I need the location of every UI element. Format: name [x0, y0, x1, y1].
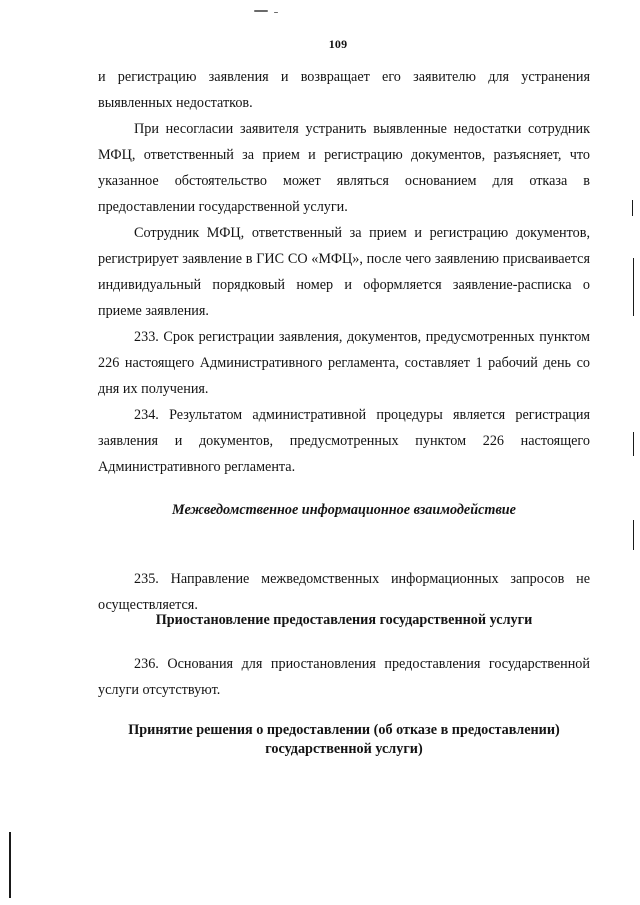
scan-smudge-top: [254, 10, 268, 12]
page-number: 109: [328, 37, 348, 51]
scan-edge-mark-4: [633, 520, 634, 550]
paragraph-234: 234. Результатом административной процедуры является регистрация заявления и документов, предусмотренных пунктом 226 настоящего Административного регламента.: [98, 407, 590, 475]
scan-edge-mark-1: [632, 200, 633, 216]
section-heading-decision: [98, 721, 590, 759]
section-heading-decision-line1: Принятие решения о предоставлении (об отказе в предоставлении): [128, 722, 560, 738]
section-heading-decision-line2: государственной услуги): [265, 741, 423, 757]
paragraph-registration: Сотрудник МФЦ, ответственный за прием и регистрацию документов, регистрирует заявление в ГИС СО «МФЦ», после чего заявлению присваивается индивидуальный порядковый номер и оформляется заявление-расписка о приеме заявления.: [98, 225, 590, 319]
body-text-top: [98, 64, 590, 480]
body-text-236: [98, 651, 590, 703]
scan-edge-mark-2: [633, 258, 634, 316]
section-heading-suspension: Приостановление предоставления государственной услуги: [155, 612, 533, 628]
scan-left-bar: [9, 832, 11, 898]
paragraph-235: 235. Направление межведомственных информационных запросов не осуществляется.: [98, 571, 590, 613]
paragraph-disagreement: При несогласии заявителя устранить выявленные недостатки сотрудник МФЦ, ответственный за прием и регистрацию документов, разъясняет, что указанное обстоятельство может являться основанием для отказа в предоставлении государственной услуги.: [98, 121, 590, 215]
section-heading-interagency: Межведомственное информационное взаимодействие: [172, 502, 516, 518]
paragraph-233: 233. Срок регистрации заявления, документов, предусмотренных пунктом 226 настоящего Административного регламента, составляет 1 рабочий день со дня их получения.: [98, 329, 590, 397]
scan-edge-mark-3: [633, 432, 634, 456]
paragraph-continuation: и регистрацию заявления и возвращает его заявителю для устранения выявленных недостатков.: [98, 69, 590, 111]
scan-smudge-top-2: [274, 12, 278, 13]
paragraph-236: 236. Основания для приостановления предоставления государственной услуги отсутствуют.: [98, 656, 590, 698]
